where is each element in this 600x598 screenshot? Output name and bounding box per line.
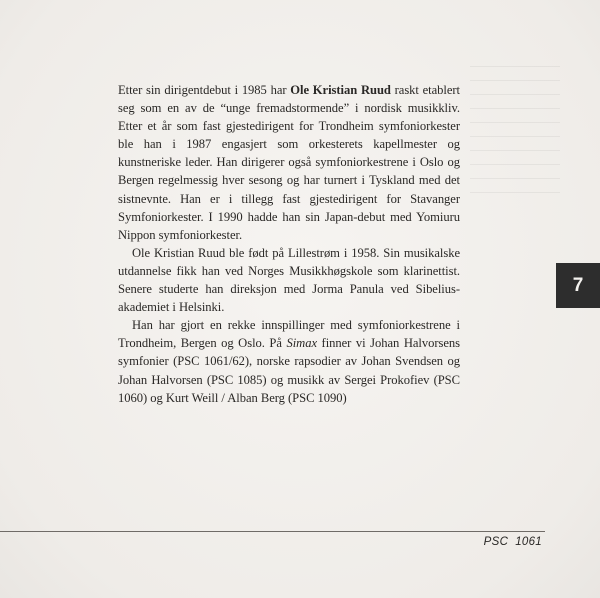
label-name: Simax <box>286 336 317 351</box>
show-through-texture <box>470 66 560 206</box>
conductor-name: Ole Kristian Ruud <box>290 83 391 97</box>
paragraph-3 <box>118 316 460 406</box>
paragraph-2 <box>118 244 460 316</box>
footer-divider <box>0 531 545 532</box>
biography-text <box>118 81 460 407</box>
catalog-number: PSC 1061 <box>483 536 542 548</box>
paragraph-3-part-3: finner vi Johan Halvorsens symfonier (PSC 1061/62), norske rapsodier av Johan Svendsen og Johan Halvorsen (PSC 1085) og musikk av Sergei Prokofiev (PSC 1060) og Kurt Weill / Alban Berg (PSC 1090) <box>118 336 460 405</box>
paragraph-2-part-1: Ole Kristian Ruud ble født på Lillestrøm i 1958. Sin musikalske utdannelse fikk han ved Norges Musikkhøgskole som klarinettist. Senere studerte han direksjon med Jorma Panula ved Sibelius-akademiet i Helsinki. <box>118 245 460 315</box>
paragraph-1 <box>118 81 460 244</box>
page-number-tab <box>556 263 600 308</box>
paragraph-3-part-1: Han har gjort en rekke innspillinger med symfoniorkestrene i Trondheim, Bergen og Oslo. På <box>118 318 460 351</box>
paragraph-1-part-3: raskt etablert seg som en av de “unge fremadstormende” i nordisk musikkliv. Etter et år som fast gjestedirigent for Trondheim symfoniorkester ble han i 1987 engasjert som orkesterets kapellmester og kunstneriske leder. Han dirigerer også symfoniorkestrene i Oslo og Bergen regelmessig hver sesong og har turnert i Tyskland med det sistnevnte. Han er i tillegg fast gjestedirigent for Stavanger Symfoniorkester. I 1990 hadde han sin Japan-debut med Yomiuru Nippon symfoniorkester. <box>118 83 460 242</box>
page-number: 7 <box>572 274 584 296</box>
paragraph-1-part-1: Etter sin dirigentdebut i 1985 har <box>118 83 291 97</box>
